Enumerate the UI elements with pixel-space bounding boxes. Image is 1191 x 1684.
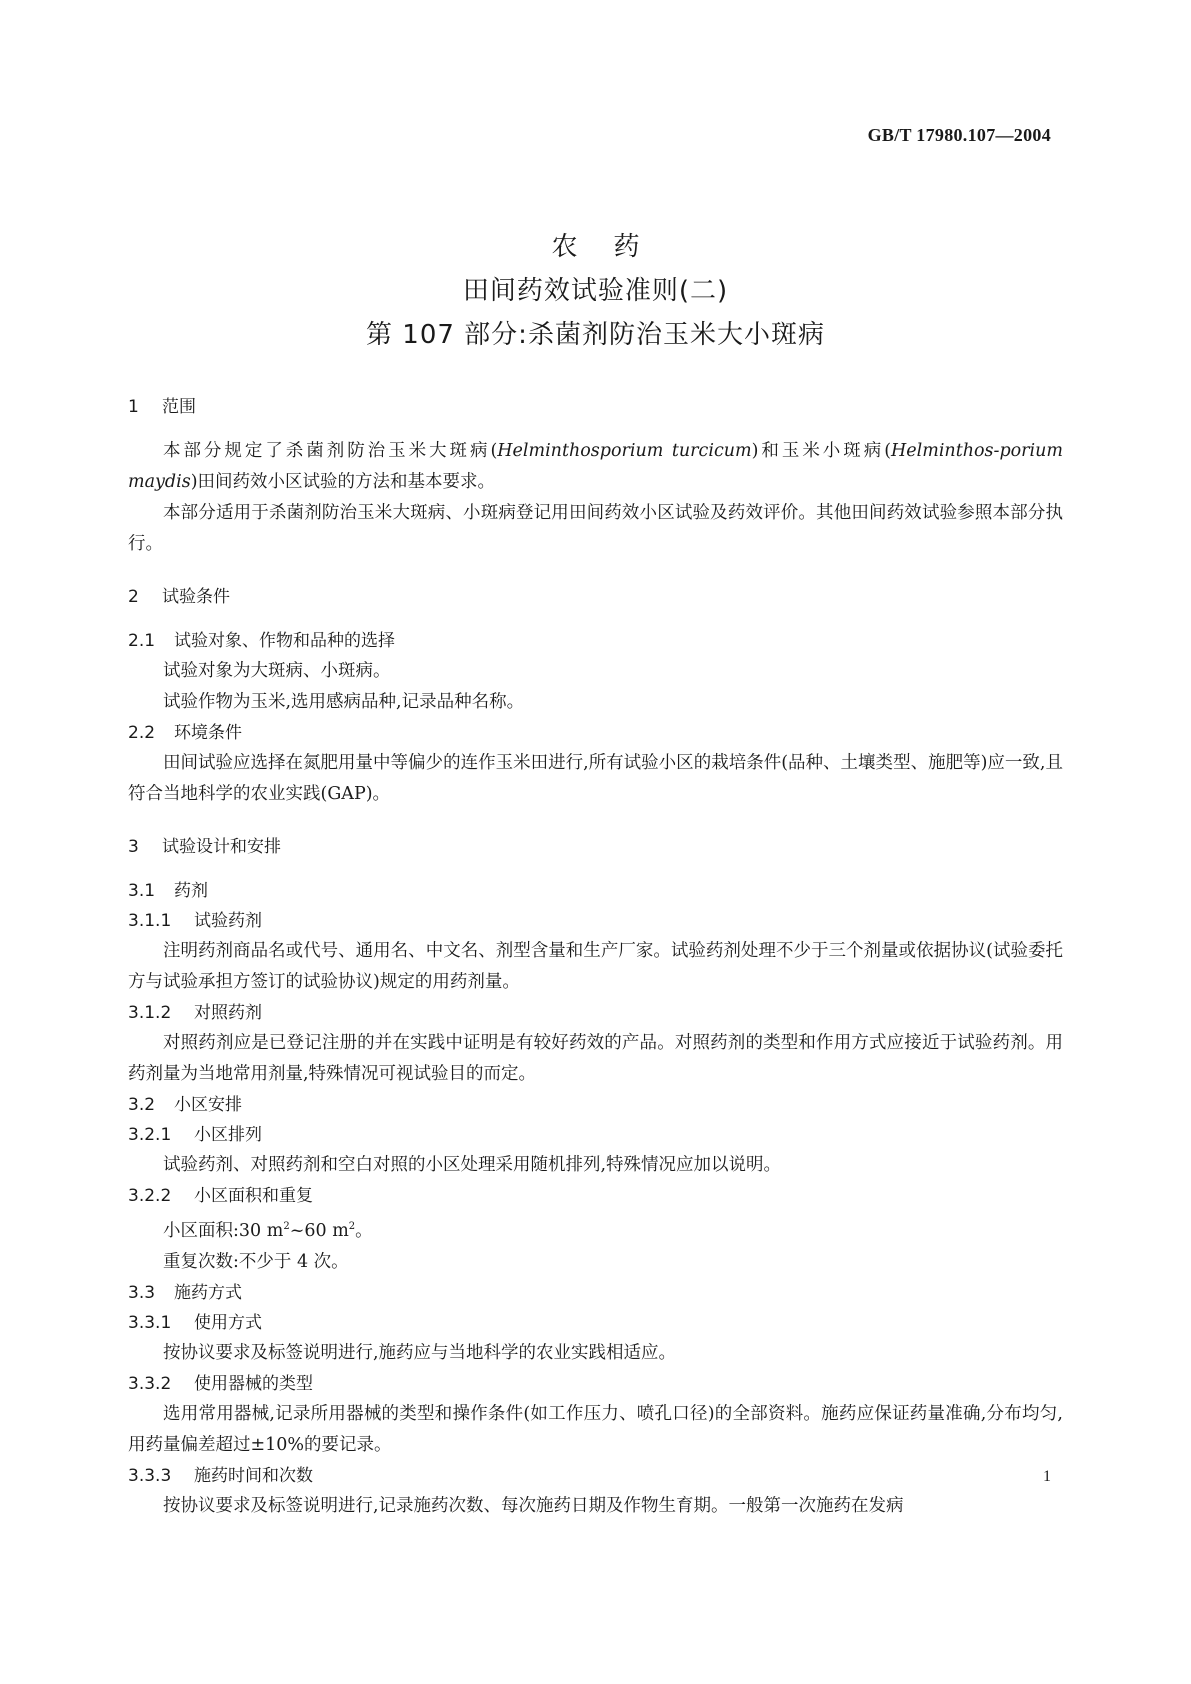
paragraph: 重复次数:不少于 4 次。: [163, 1251, 349, 1272]
document-title: [0, 225, 1191, 357]
paragraph: 试验作物为玉米,选用感病品种,记录品种名称。: [163, 692, 525, 712]
section-heading-3: [128, 832, 1063, 862]
text: 本部分规定了杀菌剂防治玉米大斑病(: [163, 441, 498, 461]
section-heading-3-3-2: [128, 1369, 1063, 1399]
document-body: [128, 392, 1063, 1522]
section-number: 3.3.3: [128, 1465, 172, 1486]
section-title: 试验条件: [162, 587, 230, 607]
section-number: 3.3: [128, 1282, 156, 1303]
section-number: 3.1.2: [128, 1003, 172, 1023]
section-title: 范围: [162, 397, 196, 417]
text: 小区面积:30 m: [163, 1220, 284, 1241]
paragraph: 田间试验应选择在氮肥用量中等偏少的连作玉米田进行,所有试验小区的栽培条件(品种、土壤类型、施肥等)应一致,且符合当地科学的农业实践(GAP)。: [128, 753, 1063, 804]
section-heading-3-2: [128, 1090, 1063, 1120]
paragraph: 注明药剂商品名或代号、通用名、中文名、剂型含量和生产厂家。试验药剂处理不少于三个剂量或依据协议(试验委托方与试验承担方签订的试验协议)规定的用药剂量。: [128, 941, 1063, 992]
species-name: Helminthos-porium maydis: [128, 441, 1064, 492]
text: 。: [355, 1220, 373, 1241]
text: ~60 m: [289, 1220, 349, 1241]
section-number: 3.2: [128, 1095, 156, 1115]
section-number: 1: [128, 397, 139, 417]
section-title: 环境条件: [174, 723, 242, 743]
paragraph: 按协议要求及标签说明进行,施药应与当地科学的农业实践相适应。: [163, 1342, 677, 1363]
section-title: 施药方式: [174, 1282, 242, 1303]
section-title: 小区面积和重复: [194, 1186, 313, 1206]
paragraph: 选用常用器械,记录所用器械的类型和操作条件(如工作压力、喷孔口径)的全部资料。施药应保证药量准确,分布均匀,用药量偏差超过±10%的要记录。: [128, 1403, 1063, 1455]
species-name: Helminthosporium turcicum: [497, 441, 752, 461]
section-title: 试验药剂: [194, 911, 262, 931]
section-number: 3.3.1: [128, 1312, 172, 1333]
text: )和玉米小斑病(: [751, 441, 892, 461]
section-title: 试验对象、作物和品种的选择: [174, 631, 395, 651]
section-title: 施药时间和次数: [194, 1465, 313, 1486]
section-title: 小区排列: [194, 1125, 262, 1145]
title-line-1: 农药: [551, 232, 676, 262]
section-heading-3-2-2: [128, 1181, 1063, 1211]
paragraph: 试验对象为大斑病、小斑病。: [163, 661, 391, 681]
section-heading-3-2-1: [128, 1120, 1063, 1150]
section-title: 试验设计和安排: [162, 837, 281, 857]
section-heading-2-1: [128, 626, 1063, 656]
title-line-3: 第 107 部分:杀菌剂防治玉米大小斑病: [366, 320, 825, 350]
section-title: 对照药剂: [194, 1003, 262, 1023]
paragraph: 试验药剂、对照药剂和空白对照的小区处理采用随机排列,特殊情况应加以说明。: [163, 1155, 782, 1175]
section-heading-2-2: [128, 718, 1063, 748]
section-number: 2.2: [128, 723, 156, 743]
section-number: 3.2.2: [128, 1186, 172, 1206]
plot-area-paragraph: [128, 1211, 1063, 1247]
section-heading-3-3: [128, 1278, 1063, 1308]
paragraph: 对照药剂应是已登记注册的并在实践中证明是有较好药效的产品。对照药剂的类型和作用方式应接近于试验药剂。用药剂量为当地常用剂量,特殊情况可视试验目的而定。: [128, 1033, 1063, 1084]
paragraph: 按协议要求及标签说明进行,记录施药次数、每次施药日期及作物生育期。一般第一次施药在发病: [163, 1495, 904, 1516]
section-heading-3-1-1: [128, 906, 1063, 936]
section-title: 使用方式: [194, 1312, 262, 1333]
section-heading-3-1-2: [128, 998, 1063, 1028]
superscript: 2: [283, 1221, 290, 1232]
text: )田间药效小区试验的方法和基本要求。: [190, 472, 496, 492]
section-title: 小区安排: [174, 1095, 242, 1115]
superscript: 2: [348, 1221, 356, 1232]
page-number: 1: [1043, 1468, 1051, 1485]
section-heading-3-3-3: [128, 1461, 1063, 1491]
section-number: 3.3.2: [128, 1373, 172, 1394]
section-number: 2.1: [128, 631, 156, 651]
section-number: 3.1.1: [128, 911, 172, 931]
section-title: 使用器械的类型: [194, 1373, 313, 1394]
section-number: 3: [128, 837, 139, 857]
title-line-2: 田间药效试验准则(二): [462, 276, 729, 306]
scope-paragraph-1: [128, 436, 1063, 498]
section-heading-3-3-1: [128, 1308, 1063, 1338]
section-heading-1: [128, 392, 1063, 422]
section-number: 3.1: [128, 881, 156, 901]
section-number: 3.2.1: [128, 1125, 172, 1145]
scope-paragraph-2: 本部分适用于杀菌剂防治玉米大斑病、小斑病登记用田间药效小区试验及药效评价。其他田间药效试验参照本部分执行。: [128, 503, 1063, 554]
section-number: 2: [128, 587, 139, 607]
section-heading-3-1: [128, 876, 1063, 906]
standard-code: GB/T 17980.107—2004: [867, 125, 1051, 145]
section-title: 药剂: [174, 881, 208, 901]
section-heading-2: [128, 582, 1063, 612]
